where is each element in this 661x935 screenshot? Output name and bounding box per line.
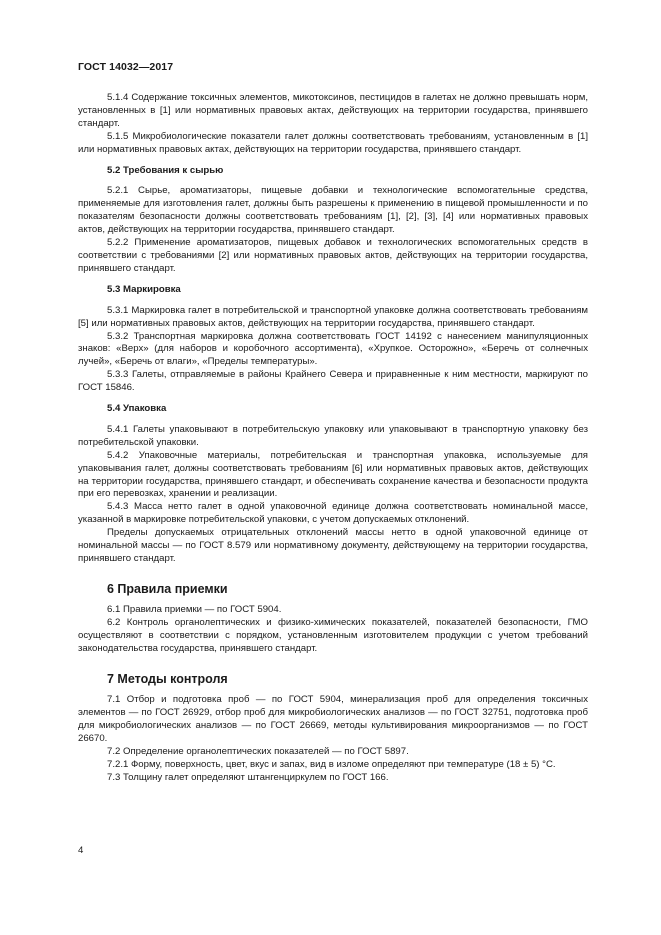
paragraph-6-2: 6.2 Контроль органолептических и физико-химических показателей, показателей безопасности, ГМО осуществляют в соответствии с порядком, установленным изготовителем продукции с учетом требований законодательства государства, принявшего стандарт. (78, 616, 588, 654)
subsection-heading-5-2: 5.2 Требования к сырью (107, 164, 224, 176)
paragraph-5-2-2: 5.2.2 Применение ароматизаторов, пищевых добавок и технологических вспомогательных средств в соответствии с требованиями [2] или нормативных правовых актов, действующих на территории государства, принявшего стандарт. (78, 237, 588, 274)
paragraph-6-1: 6.1 Правила приемки — по ГОСТ 5904. (107, 603, 282, 615)
document-body (78, 92, 588, 785)
paragraph-7-2: 7.2 Определение органолептических показателей — по ГОСТ 5897. (107, 745, 409, 757)
paragraph-5-4-3-limits: Пределы допускаемых отрицательных отклонений массы нетто в одной упаковочной единице от номинальной массы — по ГОСТ 8.579 или нормативному документу, действующему на территории государства, принявшего стандарт. (78, 527, 588, 564)
section-heading-6: 6 Правила приемки (107, 581, 228, 596)
paragraph-5-1-4: 5.1.4 Содержание токсичных элементов, микотоксинов, пестицидов в галетах не должно превышать норм, установленных в [1] или нормативных правовых актах, действующих на территории государства, принявшего стандарт. (78, 92, 588, 129)
section-heading-7: 7 Методы контроля (107, 672, 228, 687)
subsection-heading-5-3: 5.3 Маркировка (107, 283, 181, 295)
paragraph-5-4-1: 5.4.1 Галеты упаковывают в потребительскую упаковку или упаковывают в транспортную упаковку без потребительской упаковки. (78, 423, 588, 448)
paragraph-5-3-3: 5.3.3 Галеты, отправляемые в районы Крайнего Севера и приравненные к ним местности, маркируют по ГОСТ 15846. (78, 369, 588, 394)
subsection-heading-5-4: 5.4 Упаковка (107, 403, 167, 415)
page-number: 4 (78, 845, 84, 856)
paragraph-5-2-1: 5.2.1 Сырье, ароматизаторы, пищевые добавки и технологические вспомогательные средства, применяемые для изготовления галет, должны быть разрешены к применению в пищевой промышленности и по показателям безопасности должны соответствовать требованиям [1], [2], [3], [4] или нормативных правовых актов, действующих на территории государства, принявшего стандарт. (78, 185, 588, 236)
paragraph-7-3: 7.3 Толщину галет определяют штангенциркулем по ГОСТ 166. (107, 771, 389, 783)
paragraph-7-1: 7.1 Отбор и подготовка проб — по ГОСТ 5904, минерализация проб для определения токсичных элементов — по ГОСТ 26929, отбор проб для микробиологических анализов — по ГОСТ 32751, подготовка проб для микробиологических анализов — по ГОСТ 26669, методы культивирования микроорганизмов — по ГОСТ 26670. (78, 694, 588, 745)
document-header: ГОСТ 14032—2017 (78, 61, 174, 73)
paragraph-5-3-2: 5.3.2 Транспортная маркировка должна соответствовать ГОСТ 14192 с нанесением манипуляционных знаков: «Верх» (для наборов и коробочного ассортимента), «Хрупкое. Осторожно», «Беречь от солнечных лучей», «Беречь от влаги», «Пределы температуры». (78, 330, 588, 368)
paragraph-5-3-1: 5.3.1 Маркировка галет в потребительской и транспортной упаковке должна соответствовать требованиям [5] или нормативных правовых актов, действующих на территории государства, принявшего стандарт. (78, 304, 588, 329)
paragraph-7-2-1: 7.2.1 Форму, поверхность, цвет, вкус и запах, вид в изломе определяют при температуре (18 ± 5) °С. (107, 758, 556, 770)
paragraph-5-4-3: 5.4.3 Масса нетто галет в одной упаковочной единице должна соответствовать номинальной массе, указанной в маркировке потребительской упаковки, с учетом допускаемых отклонений. (78, 501, 588, 526)
paragraph-5-1-5: 5.1.5 Микробиологические показатели галет должны соответствовать требованиям, установленным в [1] или нормативных правовых актах, действующих на территории государства, принявшего стандарт. (78, 130, 588, 155)
paragraph-5-4-2: 5.4.2 Упаковочные материалы, потребительская и транспортная упаковка, используемые для упаковывания галет, должны соответствовать требованиям [6] или нормативных правовых актов, действующих на территории государства, принявшего стандарт, и обеспечивать сохранение качества и безопасности продукта при его перевозках, хранении и реализации. (78, 449, 588, 500)
